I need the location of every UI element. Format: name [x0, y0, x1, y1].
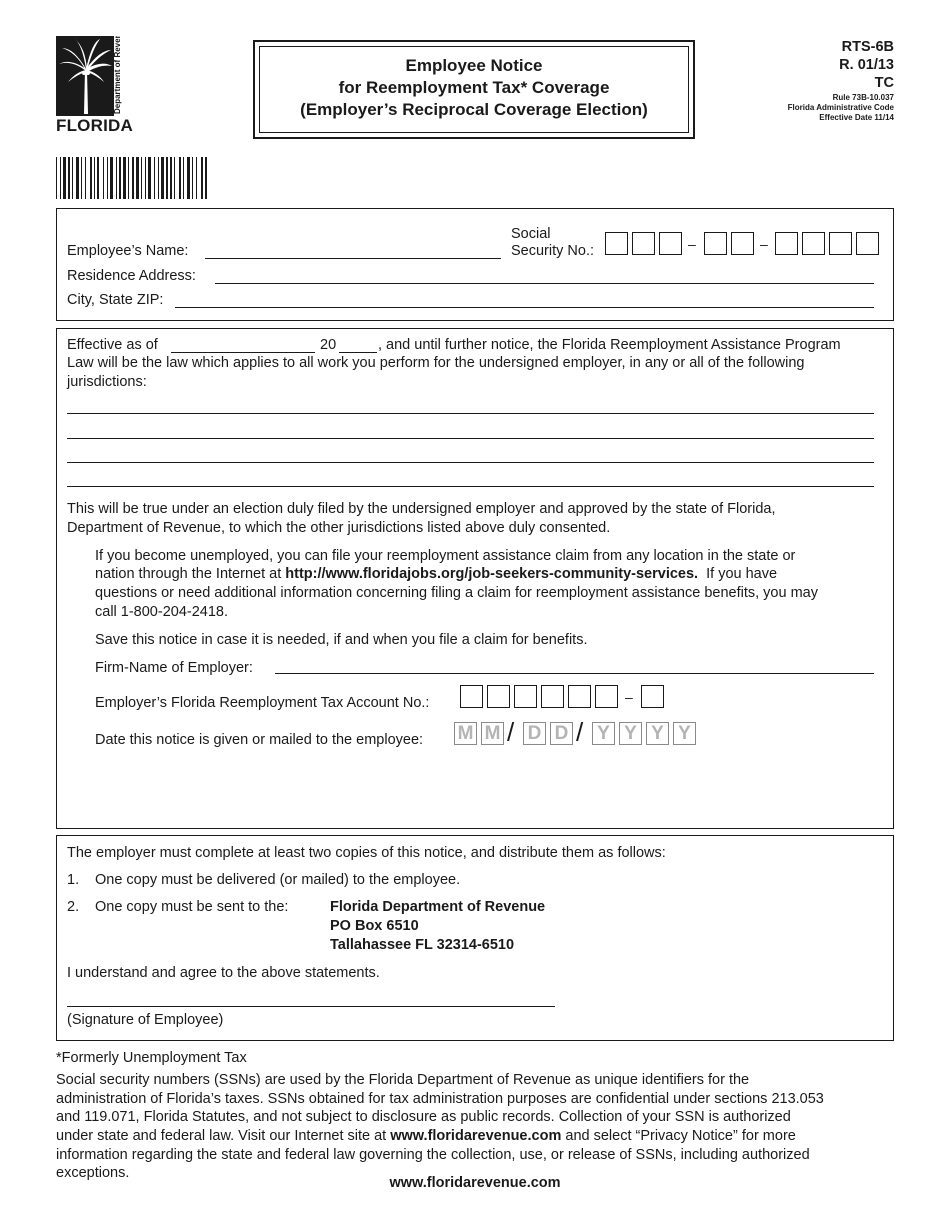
barcode-bar — [154, 157, 155, 199]
account-check-digit-box[interactable] — [641, 685, 664, 708]
employee-signature-field[interactable] — [67, 1006, 555, 1007]
ssn-digit-box[interactable] — [605, 232, 628, 255]
unemployed-line-2-suffix: If you have — [706, 566, 778, 582]
ssn-notice-line-1: Social security numbers (SSNs) are used by the Florida Department of Revenue as unique identifiers for the — [56, 1072, 750, 1088]
ssn-line-4-suffix: and select “Privacy Notice” for more — [565, 1128, 796, 1144]
barcode-bar — [85, 157, 86, 199]
residence-address-field[interactable] — [215, 283, 874, 284]
barcode-bar — [76, 157, 79, 199]
ssn-notice-line-5: information regarding the state and federal law governing the collection, use, or release of SSNs, including authorized — [56, 1147, 810, 1163]
notice-line-3: jurisdictions: — [67, 374, 147, 390]
effective-rest: , and until further notice, the Florida Reemployment Assistance Program — [378, 337, 841, 353]
barcode — [56, 157, 281, 199]
ssn-digit-box[interactable] — [704, 232, 727, 255]
firm-name-label: Firm-Name of Employer: — [95, 660, 253, 676]
title-line-2: for Reemployment Tax* Coverage — [338, 78, 610, 97]
agree-statement: I understand and agree to the above statements. — [67, 965, 380, 981]
barcode-bar — [196, 157, 197, 199]
mailing-address-line-2: PO Box 6510 — [330, 918, 419, 934]
employee-info-section — [56, 208, 894, 321]
effective-year-field[interactable] — [339, 352, 377, 353]
notice-date-digit-box[interactable]: Y — [619, 722, 642, 745]
ssn-digit-box[interactable] — [632, 232, 655, 255]
barcode-bar — [148, 157, 151, 199]
floridajobs-link[interactable]: http://www.floridajobs.org/job-seekers-community-services. — [285, 566, 699, 582]
form-tc: TC — [874, 75, 894, 91]
account-separator: – — [625, 689, 633, 705]
account-digit-box[interactable] — [460, 685, 483, 708]
effective-prefix: Effective as of — [67, 337, 158, 353]
mailing-address-line-3: Tallahassee FL 32314-6510 — [330, 937, 515, 953]
barcode-bar — [132, 157, 134, 199]
mailing-address-line-1: Florida Department of Revenue — [330, 899, 546, 915]
logo-side-text: Department of Revenue — [113, 36, 122, 114]
account-number-label: Employer’s Florida Reemployment Tax Account No.: — [95, 695, 430, 711]
notice-date-label: Date this notice is given or mailed to the employee: — [95, 732, 424, 748]
account-digit-box[interactable] — [568, 685, 591, 708]
barcode-bar — [161, 157, 164, 199]
jurisdiction-line-4[interactable] — [67, 486, 874, 487]
barcode-bar — [116, 157, 117, 199]
rule-text: Rule 73B-10.037 — [832, 93, 894, 102]
barcode-bar — [174, 157, 175, 199]
notice-date-digit-box[interactable]: Y — [646, 722, 669, 745]
city-state-zip-field[interactable] — [175, 307, 874, 308]
account-digit-box[interactable] — [541, 685, 564, 708]
notice-date-digit-box[interactable]: Y — [673, 722, 696, 745]
effective-year-prefix: 20 — [320, 337, 337, 353]
account-digit-box[interactable] — [514, 685, 537, 708]
notice-date-digit-box[interactable]: Y — [592, 722, 615, 745]
notice-date-digit-box[interactable]: M — [454, 722, 477, 745]
ssn-notice-line-4 — [56, 1127, 796, 1146]
form-rule-info — [788, 93, 894, 123]
barcode-bar — [123, 157, 126, 199]
logo-text: FLORIDA — [56, 116, 133, 135]
footer-website[interactable]: www.floridarevenue.com — [389, 1175, 561, 1191]
unemployed-line-4: call 1-800-204-2418. — [95, 604, 229, 620]
ssn-digit-box[interactable] — [659, 232, 682, 255]
floridarevenue-link[interactable]: www.floridarevenue.com — [390, 1128, 562, 1144]
form-number: RTS-6B — [841, 39, 894, 55]
effective-date-text: Effective Date 11/14 — [819, 113, 894, 122]
barcode-bar — [97, 157, 99, 199]
unemployed-line-2-prefix: nation through the Internet at — [95, 566, 282, 582]
ssn-separator: – — [760, 236, 768, 252]
barcode-bar — [187, 157, 190, 199]
barcode-bar — [90, 157, 92, 199]
admin-code-text: Florida Administrative Code — [787, 103, 894, 112]
title-box — [253, 40, 695, 139]
election-line-1: This will be true under an election duly filed by the undersigned employer and approved by the state of Florida, — [67, 501, 776, 517]
barcode-bar — [205, 157, 207, 199]
barcode-bar — [183, 157, 184, 199]
employee-name-label: Employee’s Name: — [67, 243, 189, 259]
account-digit-box[interactable] — [595, 685, 618, 708]
item1-text: One copy must be delivered (or mailed) to the employee. — [95, 872, 461, 888]
election-line-2: Department of Revenue, to which the other jurisdictions listed above duly consented. — [67, 520, 611, 536]
barcode-bar — [81, 157, 82, 199]
footnote: *Formerly Unemployment Tax — [56, 1050, 247, 1066]
account-digit-box[interactable] — [487, 685, 510, 708]
barcode-bar — [192, 157, 193, 199]
city-state-zip-label: City, State ZIP: — [67, 292, 164, 308]
barcode-bar — [60, 157, 61, 199]
ssn-digit-box[interactable] — [829, 232, 852, 255]
barcode-bar — [63, 157, 66, 199]
barcode-bar — [103, 157, 104, 199]
date-slash: / — [576, 717, 584, 747]
unemployed-line-1: If you become unemployed, you can file your reemployment assistance claim from any location in the state or — [95, 548, 796, 564]
barcode-bar — [141, 157, 142, 199]
barcode-bar — [72, 157, 73, 199]
ssn-digit-box[interactable] — [731, 232, 754, 255]
barcode-bar — [170, 157, 172, 199]
ssn-separator: – — [688, 236, 696, 252]
title-line-1: Employee Notice — [405, 56, 543, 75]
barcode-bar — [56, 157, 57, 199]
item2-text: One copy must be sent to the: — [95, 899, 289, 915]
barcode-bar — [166, 157, 168, 199]
title-line-3: (Employer’s Reciprocal Coverage Election) — [300, 100, 648, 119]
barcode-bar — [179, 157, 181, 199]
firm-name-field[interactable] — [275, 673, 874, 674]
unemployed-line-2 — [95, 565, 777, 584]
ssn-digit-box[interactable] — [775, 232, 798, 255]
jurisdiction-line-3[interactable] — [67, 462, 874, 463]
barcode-bar — [145, 157, 146, 199]
distribution-intro: The employer must complete at least two copies of this notice, and distribute them as follows: — [67, 845, 666, 861]
jurisdiction-line-2[interactable] — [67, 438, 874, 439]
barcode-bar — [94, 157, 95, 199]
jurisdiction-line-1[interactable] — [67, 413, 874, 414]
notice-date-digit-box[interactable]: D — [550, 722, 573, 745]
barcode-bar — [110, 157, 113, 199]
form-revision: R. 01/13 — [839, 57, 894, 73]
ssn-label-line2: Security No.: — [511, 243, 594, 259]
signature-label: (Signature of Employee) — [67, 1012, 224, 1028]
notice-date-digit-box[interactable]: M — [481, 722, 504, 745]
palm-tree-icon — [56, 36, 126, 116]
save-notice-text: Save this notice in case it is needed, if and when you file a claim for benefits. — [95, 632, 588, 648]
ssn-line-4-prefix: under state and federal law. Visit our Internet site at — [56, 1128, 387, 1144]
barcode-bar — [107, 157, 108, 199]
notice-date-digit-box[interactable]: D — [523, 722, 546, 745]
effective-date-field[interactable] — [171, 352, 315, 353]
barcode-bar — [158, 157, 159, 199]
ssn-notice-line-3: and 119.071, Florida Statutes, and not subject to disclosure as public records. Collection of your SSN is authorized — [56, 1109, 791, 1125]
ssn-label-line1: Social — [511, 226, 551, 242]
item1-number: 1. — [67, 872, 80, 888]
notice-line-2: Law will be the law which applies to all work you perform for the undersigned employer, in any or all of the following — [67, 355, 805, 371]
barcode-bar — [136, 157, 139, 199]
barcode-bar — [68, 157, 70, 199]
unemployed-line-3: questions or need additional information concerning filing a claim for reemployment assistance benefits, you may — [95, 585, 818, 601]
barcode-bar — [119, 157, 121, 199]
barcode-bar — [201, 157, 203, 199]
ssn-digit-box[interactable] — [856, 232, 879, 255]
barcode-bar — [128, 157, 129, 199]
ssn-digit-box[interactable] — [802, 232, 825, 255]
item2-number: 2. — [67, 899, 80, 915]
ssn-notice-line-2: administration of Florida’s taxes. SSNs obtained for tax administration purposes are confidential under sections 213.053 — [56, 1091, 824, 1107]
form-identifier — [839, 38, 894, 92]
date-slash: / — [507, 717, 515, 747]
ssn-notice-line-6: exceptions. — [56, 1165, 130, 1181]
employee-name-field[interactable] — [205, 258, 501, 259]
residence-address-label: Residence Address: — [67, 268, 196, 284]
